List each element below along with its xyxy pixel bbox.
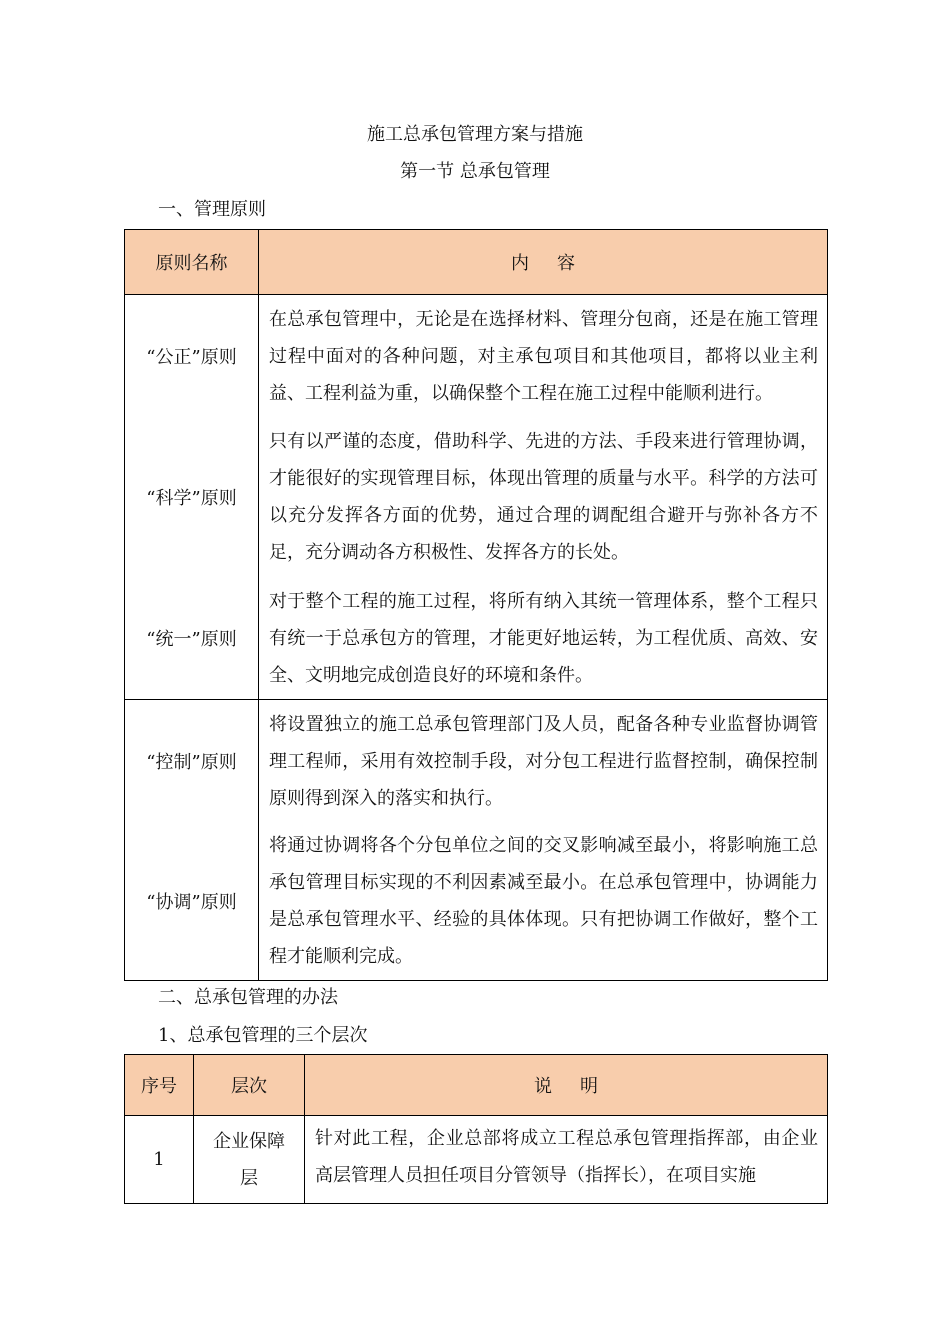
table-header-row [125, 230, 828, 295]
principle-content: 对于整个工程的施工过程，将所有纳入其统一管理体系，整个工程只有统一于总承包方的管理，才能更好地运转，为工程优质、高效、安全、文明地完成创造良好的环境和条件。 [269, 590, 818, 686]
principle-name: “控制”原则 [146, 752, 237, 773]
principle-name-group [125, 700, 259, 981]
header-number: 序号 [125, 1055, 194, 1116]
row-number: 1 [125, 1116, 194, 1204]
header-principle-name: 原则名称 [125, 230, 259, 295]
table-header-row [125, 1055, 828, 1116]
principle-content: 将设置独立的施工总承包管理部门及人员，配备各种专业监督协调管理工程师，采用有效控制手段，对分包工程进行监督控制，确保控制原则得到深入的落实和执行。 [269, 713, 818, 809]
header-content-label: 内容 [511, 253, 603, 274]
heading-principles: 一、管理原则 [158, 199, 266, 220]
header-description [305, 1055, 828, 1116]
principle-name: “科学”原则 [146, 488, 237, 509]
heading-methods: 二、总承包管理的办法 [158, 987, 338, 1008]
principle-content: 只有以严谨的态度，借助科学、先进的方法、手段来进行管理协调，才能很好的实现管理目标，体现出管理的质量与水平。科学的方法可以充分发挥各方面的优势，通过合理的调配组合避开与弥补各方不足，充分调动各方积极性、发挥各方的长处。 [269, 431, 818, 563]
principle-content-group [259, 700, 828, 981]
header-description-label: 说明 [534, 1076, 626, 1097]
levels-table [124, 1054, 828, 1204]
principle-content: 将通过协调将各个分包单位之间的交叉影响减至最小，将影响施工总承包管理目标实现的不利因素减至最小。在总承包管理中，协调能力是总承包管理水平、经验的具体体现。只有把协调工作做好，整个工程才能顺利完成。 [269, 835, 818, 967]
section-title: 第一节 总承包管理 [400, 161, 550, 182]
table-row [125, 700, 828, 981]
principle-name: “统一”原则 [146, 629, 237, 650]
principle-content: 在总承包管理中，无论是在选择材料、管理分包商，还是在施工管理过程中面对的各种问题，对主承包项目和其他项目，都将以业主利益、工程利益为重，以确保整个工程在施工过程中能顺利进行。 [269, 308, 818, 404]
header-level: 层次 [194, 1055, 305, 1116]
heading-levels: 1、总承包管理的三个层次 [158, 1025, 368, 1046]
row-level: 企业保障层 [194, 1116, 305, 1204]
principle-name: “协调”原则 [146, 892, 237, 913]
header-content [259, 230, 828, 295]
table-row [125, 1116, 828, 1204]
table-row [125, 295, 828, 700]
document-title: 施工总承包管理方案与措施 [367, 124, 583, 145]
principles-table [124, 229, 828, 981]
row-description: 针对此工程，企业总部将成立工程总承包管理指挥部，由企业高层管理人员担任项目分管领导（指挥长），在项目实施 [305, 1116, 828, 1204]
principle-name-group [125, 295, 259, 700]
principle-name: “公正”原则 [146, 347, 237, 368]
principle-content-group [259, 295, 828, 700]
